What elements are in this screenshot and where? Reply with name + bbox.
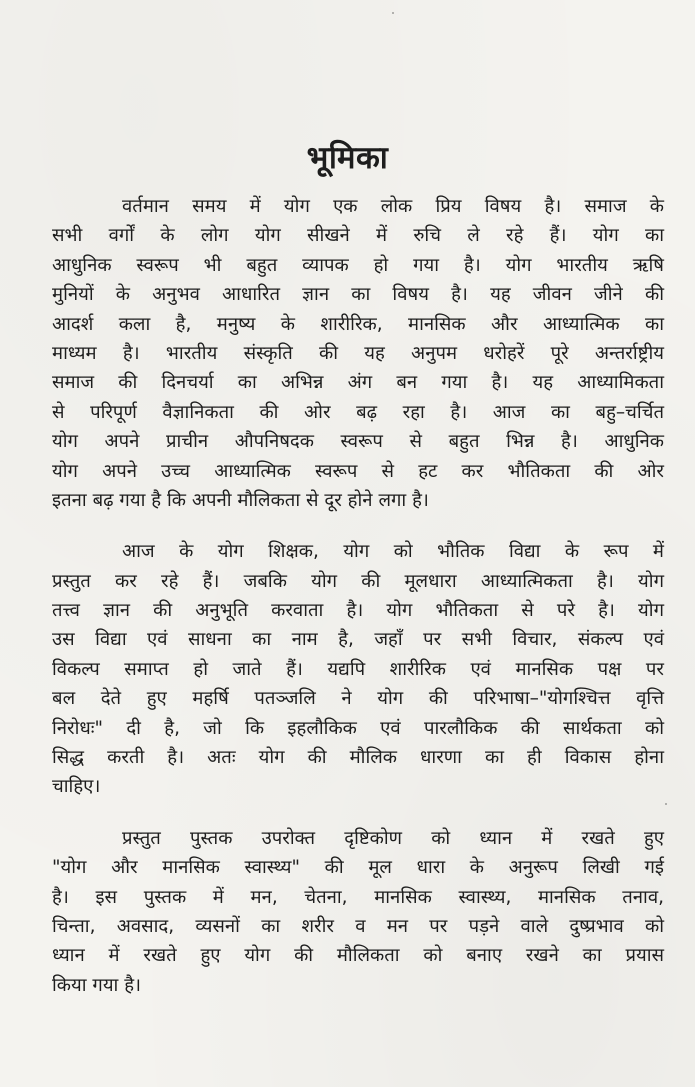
page-title: भूमिका bbox=[306, 140, 389, 176]
paragraph-line: किया गया है। bbox=[52, 974, 142, 996]
paragraph-line: सिद्ध करती है। अतः योग की मौलिक धारणा का ही विकास होना bbox=[52, 747, 664, 769]
paragraph-line: वर्तमान समय में योग एक लोक प्रिय विषय है। समाज के bbox=[122, 196, 664, 217]
paragraph-line: बल देते हुए महर्षि पतञ्जलि ने योग की परिभाषा–"योगश्चित्त वृत्ति bbox=[52, 688, 664, 710]
paragraph-2 bbox=[52, 537, 664, 802]
paragraph-line: "योग और मानसिक स्वास्थ्य" की मूल धारा के अनुरूप लिखी गई bbox=[52, 857, 664, 879]
paragraph-line: ध्यान में रखते हुए योग की मौलिकता को बनाए रखने का प्रयास bbox=[52, 945, 664, 967]
paragraph-line: है। इस पुस्तक में मन, चेतना, मानसिक स्वास्थ्य, मानसिक तनाव, bbox=[52, 886, 664, 908]
paragraph-3 bbox=[52, 824, 664, 1000]
paragraph-line: मुनियों के अनुभव आधारित ज्ञान का विषय है। यह जीवन जीने की bbox=[52, 284, 664, 306]
paragraph-line: प्रस्तुत पुस्तक उपरोक्त दृष्टिकोण को ध्यान में रखते हुए bbox=[122, 827, 664, 849]
paragraph-line: इतना बढ़ गया है कि अपनी मौलिकता से दूर होने लगा है। bbox=[52, 489, 429, 511]
paragraph-line: से परिपूर्ण वैज्ञानिकता की ओर बढ़ रहा है। आज का बहु–चर्चित bbox=[52, 401, 664, 423]
paragraph-1 bbox=[52, 192, 664, 515]
paragraph-line: माध्यम है। भारतीय संस्कृति की यह अनुपम धरोहरें पूरे अन्तर्राष्ट्रीय bbox=[52, 342, 664, 364]
paragraph-line: निरोधः" दी है, जो कि इहलौकिक एवं पारलौकिक की सार्थकता को bbox=[52, 717, 664, 739]
scan-speck bbox=[392, 12, 394, 14]
scan-speck bbox=[656, 548, 658, 550]
paragraph-line: उस विद्या एवं साधना का नाम है, जहाँ पर सभी विचार, संकल्प एवं bbox=[52, 629, 664, 651]
paragraph-line: आधुनिक स्वरूप भी बहुत व्यापक हो गया है। योग भारतीय ऋषि bbox=[52, 254, 664, 276]
paragraph-line: आज के योग शिक्षक, योग को भौतिक विद्या के रूप में bbox=[122, 541, 664, 563]
paragraph-line: विकल्प समाप्त हो जाते हैं। यद्यपि शारीरिक एवं मानसिक पक्ष पर bbox=[52, 658, 664, 680]
paragraph-line: सभी वर्गों के लोग योग सीखने में रुचि ले रहे हैं। योग का bbox=[52, 225, 664, 247]
scan-speck bbox=[665, 803, 667, 805]
paragraph-line: आदर्श कला है, मनुष्य के शारीरिक, मानसिक और आध्यात्मिक का bbox=[52, 313, 664, 335]
body-text bbox=[52, 192, 664, 1000]
paragraph-line: समाज की दिनचर्या का अभिन्न अंग बन गया है। यह आध्यामिकता bbox=[52, 372, 664, 394]
paragraph-line: चिन्ता, अवसाद, व्यसनों का शरीर व मन पर पड़ने वाले दुष्प्रभाव को bbox=[52, 915, 664, 937]
paragraph-line: चाहिए। bbox=[52, 776, 101, 798]
paragraph-line: योग अपने प्राचीन औपनिषदक स्वरूप से बहुत भिन्न है। आधुनिक bbox=[52, 431, 664, 453]
paragraph-line: योग अपने उच्च आध्यात्मिक स्वरूप से हट कर भौतिकता की ओर bbox=[52, 460, 664, 482]
paragraph-line: प्रस्तुत कर रहे हैं। जबकि योग की मूलधारा आध्यात्मिकता है। योग bbox=[52, 570, 664, 592]
paragraph-line: तत्त्व ज्ञान की अनुभूति करवाता है। योग भौतिकता से परे है। योग bbox=[52, 600, 664, 622]
